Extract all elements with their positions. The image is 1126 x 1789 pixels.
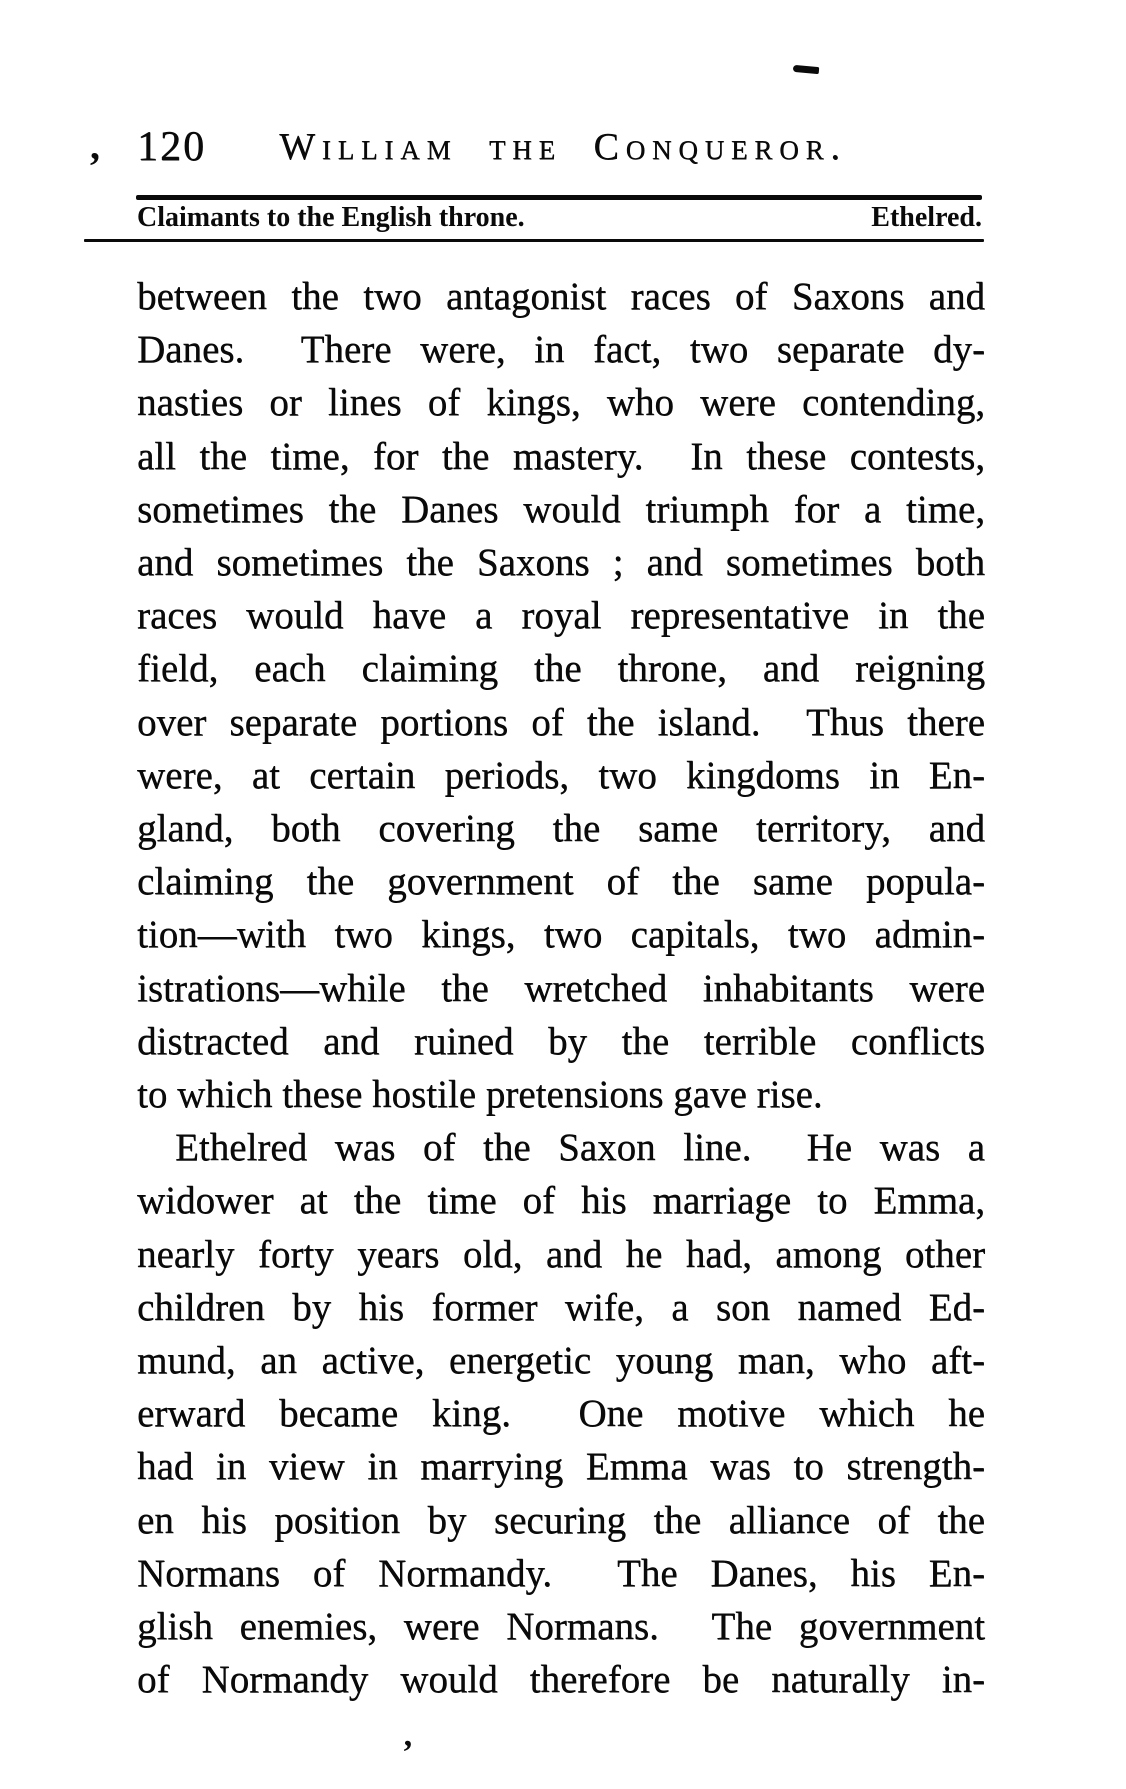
text-line: distracted and ruined by the terrible conflicts (137, 1019, 985, 1063)
text-line: widower at the time of his marriage to Emma, (137, 1179, 985, 1223)
text-line: glish enemies, were Normans. The government (137, 1605, 985, 1649)
text-line: en his position by securing the alliance of the (137, 1498, 985, 1542)
ink-smudge (793, 65, 820, 74)
text-line: had in view in marrying Emma was to strength- (137, 1445, 985, 1489)
text-line: claiming the government of the same popula- (137, 860, 985, 904)
text-line: were, at certain periods, two kingdoms in En- (137, 753, 985, 797)
text-line: nearly forty years old, and he had, among other (137, 1232, 985, 1276)
book-title: William the Conqueror. (279, 126, 847, 168)
text-line: istrations—while the wretched inhabitants were (137, 966, 985, 1010)
stray-apostrophe-mark: ’ (402, 1734, 414, 1771)
text-line: erward became king. One motive which he (137, 1392, 985, 1436)
text-line: Ethelred was of the Saxon line. He was a (175, 1126, 985, 1170)
text-line: races would have a royal representative in the (137, 594, 985, 638)
text-line: all the time, for the mastery. In these contests, (137, 434, 985, 478)
text-line: field, each claiming the throne, and reigning (137, 647, 985, 691)
text-line: to which these hostile pretensions gave rise. (137, 1073, 823, 1117)
text-line: mund, an active, energetic young man, who aft- (137, 1339, 985, 1383)
section-title-left: Claimants to the English throne. (137, 202, 525, 233)
section-header (137, 203, 982, 235)
text-line: Normans of Normandy. The Danes, his En- (137, 1551, 985, 1595)
section-title-right: Ethelred. (871, 202, 982, 233)
header-rule-top (136, 195, 982, 200)
text-line: gland, both covering the same territory, and (137, 807, 985, 851)
text-line: Danes. There were, in fact, two separate dy- (137, 328, 985, 372)
text-line: nasties or lines of kings, who were contending, (137, 381, 985, 425)
text-line: over separate portions of the island. Thus there (137, 700, 985, 744)
text-line: sometimes the Danes would triumph for a time, (137, 487, 985, 531)
stray-comma-mark: , (90, 123, 100, 168)
header-rule-bottom (84, 239, 984, 242)
text-line: tion—with two kings, two capitals, two admin- (137, 913, 985, 957)
text-line: children by his former wife, a son named Ed- (137, 1285, 985, 1329)
page-number: 120 (137, 124, 206, 170)
text-line: between the two antagonist races of Saxons and (137, 275, 985, 318)
body-text (137, 270, 985, 1706)
text-line: of Normandy would therefore be naturally in- (137, 1658, 985, 1702)
text-line: and sometimes the Saxons ; and sometimes both (137, 541, 985, 585)
running-header (0, 123, 1126, 170)
